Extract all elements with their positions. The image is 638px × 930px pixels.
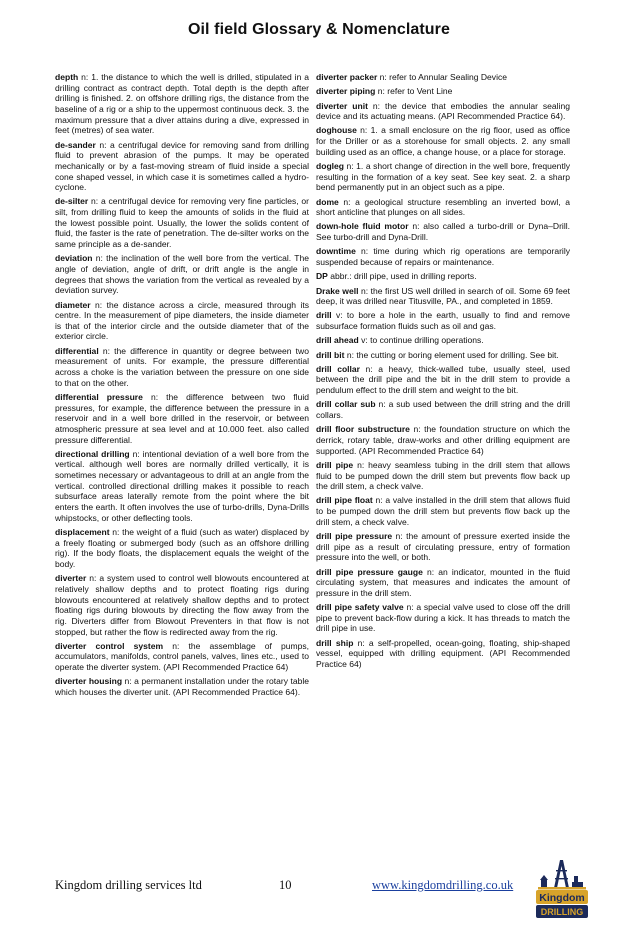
glossary-definition: v: to continue drilling operations. [358,335,484,346]
glossary-term: drill pipe pressure [316,530,393,541]
glossary-term: drill pipe [316,459,354,470]
glossary-term: drill pipe safety valve [316,602,404,613]
glossary-definition: n: a centrifugal device for removing very fine particles, or silt, from drilling fluid to keep the amounts of solids in the fluid at the lowest possible point. Usually, the lower the solids content of fluid, the faster is the rate of penetration. The de-silter works on the same principle as a de-sander. [55,196,309,250]
glossary-definition: n: the distance across a circle, measured through its centre. In the measurement of pipe diameters, the inside diameter is that of the interior circle and the outside diameter that of the exterior circle. [55,299,309,342]
glossary-definition: n: the device that embodies the annular sealing device and its actuating means. (API Recommended Practice 64). [316,100,570,122]
glossary-term: drill [316,310,332,321]
glossary-term: diameter [55,299,91,310]
glossary-term: differential [55,345,99,356]
glossary-term: diverter unit [316,100,368,111]
glossary-term: drill ship [316,637,354,648]
glossary-definition: n: a sub used between the drill string and the drill collars. [316,399,570,421]
glossary-entry [55,676,309,697]
glossary-definition: n: a self-propelled, ocean-going, floating, ship-shaped vessel, equipped with drilling equipment. (API Recommended Practice 64) [316,637,570,669]
glossary-definition: n: the first US well drilled in search of oil. Some 69 feet deep, it was drilled near Titusville, PA., and completed in 1859. [316,285,570,307]
glossary-term: doghouse [316,125,357,136]
logo-text-drilling: DRILLING [540,907,584,917]
glossary-definition: n: 1. a small enclosure on the rig floor, used as office for the Driller or as a storehouse for small objects. 2. any small building used as an office, a change house, or a place for storage. [316,125,570,157]
footer-company-name: Kingdom drilling services ltd [55,878,202,892]
glossary-entry [55,196,309,249]
page-title: Oil field Glossary & Nomenclature [187,21,451,38]
glossary-term: DP [316,271,328,282]
glossary-entry [55,346,309,389]
glossary-definition: n: the cutting or boring element used for drilling. See bit. [344,349,559,360]
glossary-entry [55,300,309,343]
glossary-term: diverter [55,573,87,584]
glossary-definition: n: refer to Annular Sealing Device [377,72,507,82]
glossary-definition: n: a special valve used to close off the drill pipe to prevent back-flow during a kick. It has threads to match the drill pipe in use. [316,602,570,634]
company-website-link[interactable]: www.kingdomdrilling.co.uk [372,878,514,892]
glossary-term: displacement [55,527,110,537]
glossary-term: de-sander [55,139,96,150]
glossary-definition: n: an indicator, mounted in the fluid circulating system, that measures and indicates the amount of pressure in the drill stem. [316,566,570,598]
glossary-definition: abbr.: drill pipe, used in drilling reports. [327,271,477,282]
glossary-definition: n: a centrifugal device for removing sand from drilling fluid to prevent abrasion of the pumps. It may be operated mechanically or by a fast-moving stream of fluid inside a special cone shaped vessel, in which case it is sometimes called a hydro-cyclone. [55,139,309,193]
kingdom-drilling-logo [536,858,588,920]
glossary-definition: n: a valve installed in the drill stem that allows fluid to be pumped down the drill stem but prevents flow back up the drill stem, a check valve. [316,495,570,527]
glossary-term: differential pressure [55,391,143,402]
glossary-entry [316,350,570,361]
glossary-definition: n: a geological structure resembling an inverted bowl, a short anticline that plunges on all sides. [316,196,570,218]
glossary-entry [316,161,570,193]
glossary-term: drill collar [316,363,361,374]
glossary-definition: n: time during which rig operations are temporarily suspended because of repairs or maintenance. [316,246,570,267]
glossary-definition: n: the difference in quantity or degree between two measurement of units. For example, the pressure differential across a choke is the variation between the pressure on one side to that on the other. [55,345,309,388]
glossary-entry [316,424,570,456]
glossary-entry [55,641,309,673]
glossary-definition: n: 1. a short change of direction in the well bore, frequently resulting in the formation of a key seat. See key seat. 2. a sharp bend permanently put in an object such as a pipe. [316,160,570,193]
glossary-term: directional drilling [55,448,130,459]
glossary-entry [316,271,570,282]
glossary-term: drill ahead [316,335,359,346]
glossary-definition: n: the assemblage of pumps, accumulators, manifolds, control panels, valves, lines etc., used to operate the diverter system. (API Recommended Practice 64) [55,640,310,673]
glossary-entry [316,221,570,242]
glossary-entry [55,72,309,136]
glossary-term: downtime [316,246,356,257]
glossary-entry [316,72,570,83]
glossary-definition: n: the weight of a fluid (such as water) displaced by a freely floating or submerged body (such as an offshore drilling rig). If the body floats, the displacement equals the weight of the body. [55,527,309,569]
glossary-right-column [316,72,570,673]
glossary-definition: n: heavy seamless tubing in the drill stem that allows fluid to be pumped down the drill stem but prevents flow back up the drill stem, a check valve. [316,459,570,492]
glossary-entry [316,531,570,563]
glossary-definition: n: a heavy, thick-walled tube, usually steel, used between the drill pipe and the bit in the drill stem to provide a pendulum effect to the drill stem and weight to the bit. [316,363,570,396]
glossary-entry [55,573,309,637]
glossary-entry [55,253,309,296]
glossary-definition: n: the inclination of the well bore from the vertical. The angle of deviation, angle of drift, or drift angle is the angle in degrees that shows the variation from the vertical as revealed by a deviation survey. [55,253,309,296]
glossary-entry [316,335,570,346]
glossary-definition: n: intentional deviation of a well bore from the vertical. although well bores are normally drilled vertically, it is sometimes necessary or advantageous to drill at an angle from the vertical. controlled directional drilling makes it possible to reach subsurface areas laterally remote from the point where the bit enters the earth. It often involves the use of turbo-drills, Dyna-Drills whipstocks, or other deflecting tools. [55,448,309,523]
glossary-term: diverter control system [55,640,164,651]
glossary-entry [316,101,570,122]
glossary-entry [316,125,570,157]
glossary-entry [316,364,570,396]
glossary-term: diverter housing [55,676,123,687]
glossary-term: drill pipe pressure gauge [316,566,423,577]
glossary-entry [316,310,570,331]
glossary-entry [55,140,309,193]
glossary-entry [316,197,570,218]
glossary-term: drill pipe float [316,495,373,506]
glossary-definition: v: to bore a hole in the earth, usually to find and remove subsurface formation fluids such as oil and gas. [316,310,570,332]
glossary-term: dogleg [316,160,345,171]
glossary-entry [55,449,309,524]
glossary-entry [316,602,570,634]
glossary-definition: n: also called a turbo-drill or Dyna–Drill. See turbo-drill and Dyna-Drill. [316,221,570,243]
glossary-entry [55,527,309,570]
glossary-term: down-hole fluid motor [316,221,409,232]
glossary-term: deviation [55,253,93,264]
glossary-term: depth [55,72,79,82]
glossary-entry [316,86,570,97]
glossary-term: drill collar sub [316,399,376,410]
glossary-entry [316,286,570,307]
glossary-definition: n: refer to Vent Line [375,86,453,97]
glossary-definition: n: the foundation structure on which the derrick, rotary table, draw-works and other drilling equipment are supported. (API Recommended Practice 64) [316,424,571,456]
glossary-definition: n: the difference between two fluid pressures, for example, the difference between the pressure in a reservoir and in a well bore drilled in the reservoir, or between atmospheric pressure at sea level and at 10.000 feet. also called pressure differential. [55,391,309,445]
glossary-term: dome [316,196,339,207]
glossary-left-column [55,72,309,701]
glossary-definition: n: a system used to control well blowouts encountered at relatively shallow depths and to protect floating rigs during blowouts encountered at relatively shallow depths and to protect floating rigs during blowouts by directing the flow away from the rig. Diverters differ from Blowout Preventers in that flow is not stopped, but rather the flow is redirected away from the rig. [55,573,309,637]
glossary-definition: n: the amount of pressure exerted inside the drill pipe as a result of circulating pressure, entry of formation pressure into the well, or both. [316,530,570,563]
logo-text-kingdom: Kingdom [539,892,585,904]
glossary-entry [316,460,570,492]
glossary-term: drill floor substructure [316,424,410,435]
glossary-term: de-silter [55,196,89,207]
glossary-term: drill bit [316,349,345,360]
glossary-entry [316,495,570,527]
glossary-term: Drake well [316,285,359,296]
glossary-definition: n: 1. the distance to which the well is drilled, stipulated in a drilling contract as contract depth. Total depth is the depth after drilling is finished. 2. on offshore drilling rigs, the distance from the baseline of a rig or a ship to the uppermost continuous deck. 3. the maximum pressure that a diver attains during a dive, expressed in feet (metres) of sea water. [55,72,309,136]
glossary-entry [316,399,570,420]
glossary-definition: n: a permanent installation under the rotary table which houses the diverter unit. (API Recommended Practice 64). [55,676,310,697]
glossary-entry [316,246,570,267]
glossary-entry [55,392,309,445]
page-number: 10 [279,878,292,892]
glossary-term: diverter piping [316,86,376,97]
glossary-entry [316,638,570,670]
glossary-term: diverter packer [316,72,378,82]
glossary-entry [316,567,570,599]
